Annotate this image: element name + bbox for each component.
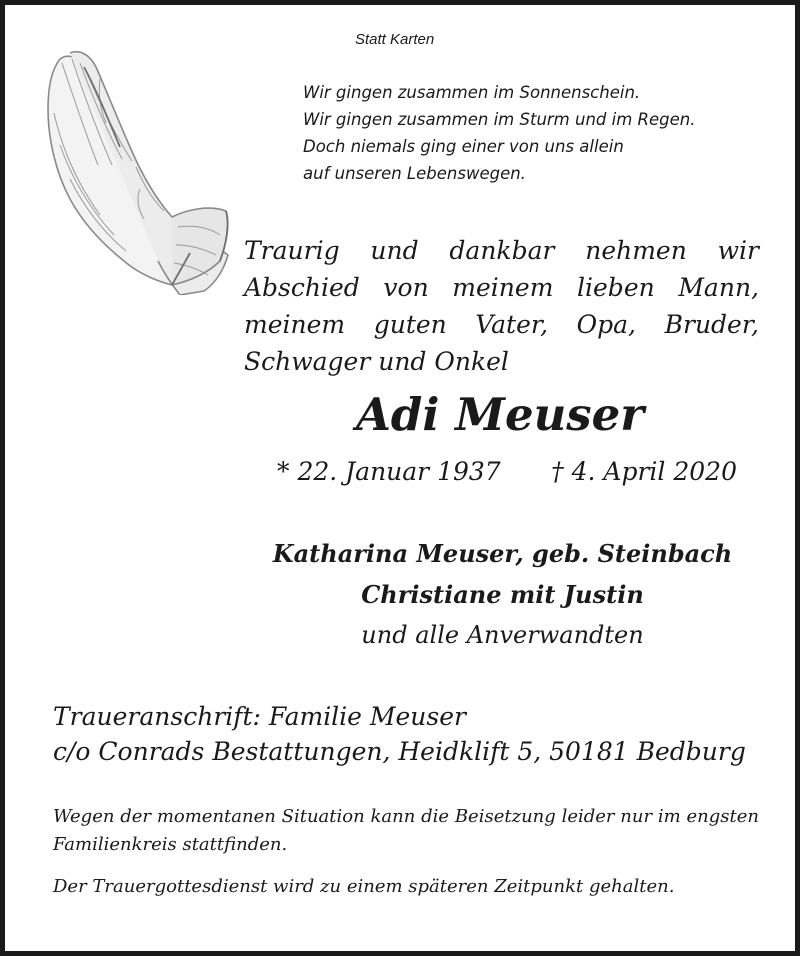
survivor-children: Christiane mit Justin <box>361 580 644 609</box>
farewell-line: Abschied von meinem lieben Mann, <box>244 273 759 302</box>
survivor-relatives: und alle Anverwandten <box>361 621 644 649</box>
life-dates <box>277 457 737 486</box>
birth-date: * 22. Januar 1937 <box>277 457 501 486</box>
survivor-spouse: Katharina Meuser, geb. Steinbach <box>272 539 733 568</box>
praying-hands-illustration <box>40 49 232 295</box>
poem-line: Doch niemals ging einer von uns allein <box>303 137 624 156</box>
poem <box>303 79 695 187</box>
header-note: Statt Karten <box>355 31 435 48</box>
farewell-line: Schwager und Onkel <box>244 347 509 376</box>
notes <box>53 803 759 901</box>
farewell-line: meinem guten Vater, Opa, Bruder, <box>244 310 759 339</box>
burial-note: Wegen der momentanen Situation kann die Beisetzung leider nur im engsten Familienkreis stattfinden. <box>53 806 759 855</box>
deceased-name: Adi Meuser <box>356 388 644 441</box>
farewell-text <box>244 232 759 380</box>
farewell-line: Traurig und dankbar nehmen wir <box>244 236 759 265</box>
poem-line: Wir gingen zusammen im Sonnenschein. <box>303 83 641 102</box>
address-line: c/o Conrads Bestattungen, Heidklift 5, 50181 Bedburg <box>53 737 746 766</box>
mourning-address <box>53 699 746 769</box>
address-line: Traueranschrift: Familie Meuser <box>53 702 466 731</box>
death-date: † 4. April 2020 <box>551 457 737 486</box>
survivors <box>245 533 760 656</box>
poem-line: Wir gingen zusammen im Sturm und im Regen. <box>303 110 696 129</box>
poem-line: auf unseren Lebenswegen. <box>303 164 526 183</box>
service-note: Der Trauergottesdienst wird zu einem späteren Zeitpunkt gehalten. <box>53 876 675 897</box>
